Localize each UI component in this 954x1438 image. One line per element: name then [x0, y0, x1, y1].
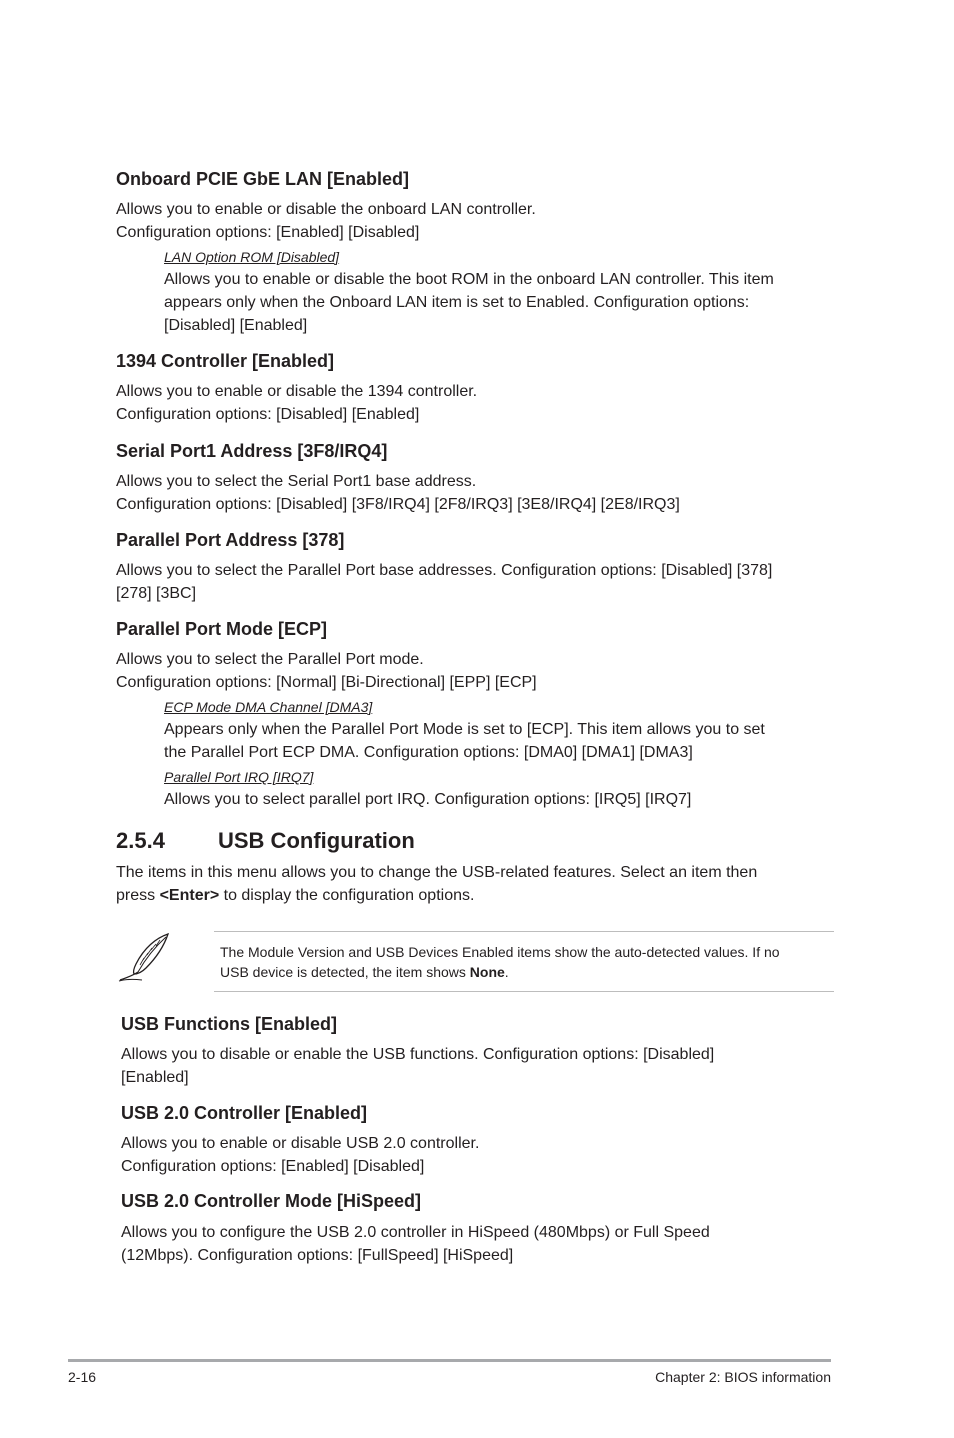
lan-option-rom-desc-3: [Disabled] [Enabled] — [164, 317, 308, 334]
page-number: 2-16 — [68, 1369, 97, 1385]
serial-port-options: Configuration options: [Disabled] [3F8/IRQ4] [2F8/IRQ3] [3E8/IRQ4] [2E8/IRQ3] — [116, 496, 680, 513]
ecp-dma-desc-1: Appears only when the Parallel Port Mode is set to [ECP]. This item allows you to set — [164, 721, 765, 738]
chapter-title: Chapter 2: BIOS information — [655, 1369, 831, 1385]
enter-key-label: <Enter> — [159, 887, 220, 904]
parallel-address-heading: Parallel Port Address [378] — [116, 530, 345, 550]
feather-pen-icon — [116, 930, 176, 986]
lan-option-rom-title: LAN Option ROM [Disabled] — [164, 249, 340, 265]
usb-functions-desc-2: [Enabled] — [121, 1069, 189, 1086]
controller-1394-desc: Allows you to enable or disable the 1394 controller. — [116, 383, 478, 400]
parallel-mode-desc: Allows you to select the Parallel Port mode. — [116, 651, 424, 668]
onboard-lan-desc: Allows you to enable or disable the onboard LAN controller. — [116, 201, 536, 218]
controller-1394-options: Configuration options: [Disabled] [Enabled] — [116, 406, 420, 423]
usb-config-title: USB Configuration — [218, 828, 415, 853]
usb-config-number: 2.5.4 — [116, 828, 165, 853]
usb-functions-heading: USB Functions [Enabled] — [121, 1014, 337, 1034]
parallel-mode-heading: Parallel Port Mode [ECP] — [116, 619, 328, 639]
usb2-mode-desc-1: Allows you to configure the USB 2.0 controller in HiSpeed (480Mbps) or Full Speed — [121, 1224, 710, 1241]
usb-functions-desc-1: Allows you to disable or enable the USB functions. Configuration options: [Disabled] — [121, 1046, 715, 1063]
note-text-1: The Module Version and USB Devices Enabled items show the auto-detected values. If no — [220, 944, 780, 960]
note-text-2: USB device is detected, the item shows None. — [220, 964, 509, 980]
onboard-lan-heading: Onboard PCIE GbE LAN [Enabled] — [116, 169, 410, 189]
usb-config-intro-1: The items in this menu allows you to change the USB-related features. Select an item then — [116, 864, 758, 881]
serial-port-heading: Serial Port1 Address [3F8/IRQ4] — [116, 441, 388, 461]
serial-port-desc: Allows you to select the Serial Port1 base address. — [116, 473, 477, 490]
controller-1394-heading: 1394 Controller [Enabled] — [116, 351, 335, 371]
parallel-irq-desc: Allows you to select parallel port IRQ. Configuration options: [IRQ5] [IRQ7] — [164, 791, 692, 808]
usb2-mode-heading: USB 2.0 Controller Mode [HiSpeed] — [121, 1191, 422, 1211]
note-bottom-rule — [214, 991, 834, 992]
usb2-controller-heading: USB 2.0 Controller [Enabled] — [121, 1103, 368, 1123]
onboard-lan-options: Configuration options: [Enabled] [Disabled] — [116, 224, 420, 241]
usb2-controller-options: Configuration options: [Enabled] [Disabled] — [121, 1158, 425, 1175]
footer-rule — [68, 1359, 831, 1362]
lan-option-rom-desc-2: appears only when the Onboard LAN item is set to Enabled. Configuration options: — [164, 294, 750, 311]
ecp-dma-title: ECP Mode DMA Channel [DMA3] — [164, 699, 373, 715]
parallel-irq-title: Parallel Port IRQ [IRQ7] — [164, 769, 314, 785]
usb2-mode-desc-2: (12Mbps). Configuration options: [FullSpeed] [HiSpeed] — [121, 1247, 514, 1264]
ecp-dma-desc-2: the Parallel Port ECP DMA. Configuration options: [DMA0] [DMA1] [DMA3] — [164, 744, 693, 761]
lan-option-rom-desc-1: Allows you to enable or disable the boot ROM in the onboard LAN controller. This item — [164, 271, 774, 288]
usb2-controller-desc: Allows you to enable or disable USB 2.0 controller. — [121, 1135, 480, 1152]
none-label: None — [469, 964, 505, 980]
parallel-address-desc-1: Allows you to select the Parallel Port base addresses. Configuration options: [Disabled] [378] — [116, 562, 773, 579]
parallel-mode-options: Configuration options: [Normal] [Bi-Directional] [EPP] [ECP] — [116, 674, 537, 691]
parallel-address-desc-2: [278] [3BC] — [116, 585, 197, 602]
note-top-rule — [214, 931, 834, 932]
usb-config-intro-2: press <Enter> to display the configuration options. — [116, 887, 475, 904]
